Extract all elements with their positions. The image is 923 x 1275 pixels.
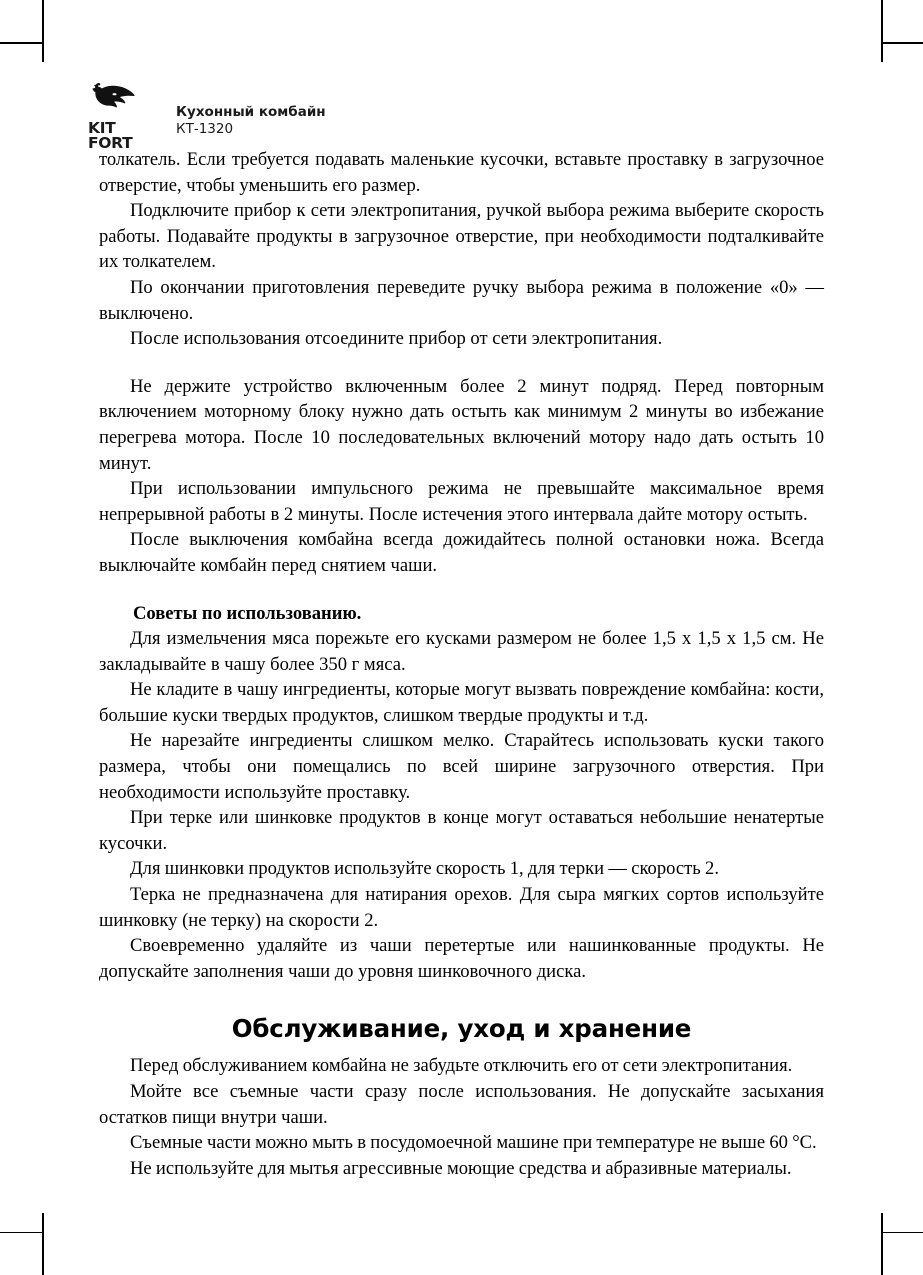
brand-logo (88, 82, 154, 151)
paragraph: По окончании приготовления переведите ручку выбора режима в положение «0» — выключено. (99, 276, 824, 324)
tip-item: Своевременно удаляйте из чаши перетертые или нашинкованные продукты. Не допускайте заполнения чаши до уровня шинковочного диска. (99, 935, 824, 982)
header-product-info (176, 82, 326, 138)
tip-item: Для шинковки продуктов используйте скорость 1, для терки — скорость 2. (130, 858, 719, 880)
section-spacer (99, 984, 824, 1014)
crop-mark-top-left-vertical (42, 0, 44, 62)
tip-item: Для измельчения мяса порежьте его кусками размером не более 1,5 х 1,5 х 1,5 см. Не закладывайте в чашу более 350 г мяса. (99, 628, 824, 675)
section-heading-maintenance: Обслуживание, уход и хранение (231, 1014, 692, 1044)
heading-spacer (99, 1044, 824, 1053)
crop-mark-bottom-right-vertical (881, 1213, 883, 1275)
tips-spacer (99, 579, 824, 601)
maintenance-paragraph: Не используйте для мытья агрессивные моющие средства и абразивные материалы. (130, 1157, 792, 1179)
crop-mark-top-left-horizontal (0, 42, 42, 44)
paragraph-warning-pulse: При использовании импульсного режима не превышайте максимальное время непрерывной работы в 2 минуты. После истечения этого интервала дайте мотору остыть. (99, 478, 824, 525)
page-content (99, 147, 824, 1181)
paragraph: Подключите прибор к сети электропитания, ручкой выбора режима выберите скорость работы. Подавайте продукты в загрузочное отверстие, при необходимости подталкивайте их толкателем. (99, 200, 824, 273)
crop-mark-bottom-left-vertical (42, 1213, 44, 1275)
page-header (88, 82, 326, 151)
crop-mark-top-right-horizontal (881, 42, 923, 44)
product-model: КТ-1320 (176, 121, 234, 137)
maintenance-paragraph: Перед обслуживанием комбайна не забудьте отключить его от сети электропитания. (130, 1055, 793, 1077)
crop-mark-top-right-vertical (881, 0, 883, 62)
maintenance-paragraph: Съемные части можно мыть в посудомоечной машине при температуре не выше 60 °C. (130, 1132, 817, 1154)
crop-mark-bottom-right-horizontal (881, 1232, 923, 1234)
paragraph-warning-blade-stop: После выключения комбайна всегда дожидайтесь полной остановки ножа. Всегда выключайте комбайн перед снятием чаши. (99, 529, 824, 576)
paragraph-warning-duty-cycle: Не держите устройство включенным более 2 минут подряд. Перед повторным включением моторному блоку нужно дать остыть как минимум 2 минуты во избежание перегрева мотора. После 10 последовательных включений мотору надо дать остыть 10 минут. (99, 375, 824, 474)
tip-item: Не нарезайте ингредиенты слишком мелко. Старайтесь использовать куски такого размера, чтобы они помещались по всей ширине загрузочного отверстия. При необходимости используйте проставку. (99, 730, 824, 803)
maintenance-paragraph: Мойте все съемные части сразу после использования. Не допускайте засыхания остатков пищи внутри чаши. (99, 1081, 824, 1128)
tip-item: Не кладите в чашу ингредиенты, которые могут вызвать повреждение комбайна: кости, большие куски твердых продуктов, слишком твердые продукты и т.д. (99, 679, 824, 726)
tip-item: При терке или шинковке продуктов в конце могут оставаться небольшие ненатертые кусочки. (99, 807, 824, 854)
logo-text-kit: KIT (88, 119, 116, 137)
tip-item: Терка не предназначена для натирания орехов. Для сыра мягких сортов используйте шинковку (не терку) на скорости 2. (99, 884, 824, 931)
paragraph-spacer (99, 352, 824, 374)
paragraph: После использования отсоедините прибор от сети электропитания. (130, 328, 663, 350)
paragraph-continued: толкатель. Если требуется подавать маленькие кусочки, вставьте проставку в загрузочное отверстие, чтобы уменьшить его размер. (99, 149, 824, 196)
tips-heading: Советы по использованию. (133, 602, 362, 624)
crop-mark-bottom-left-horizontal (0, 1232, 42, 1234)
kitfort-bird-icon (88, 82, 138, 121)
product-name: Кухонный комбайн (176, 104, 326, 120)
logo-text-fort: FORT (88, 134, 133, 152)
